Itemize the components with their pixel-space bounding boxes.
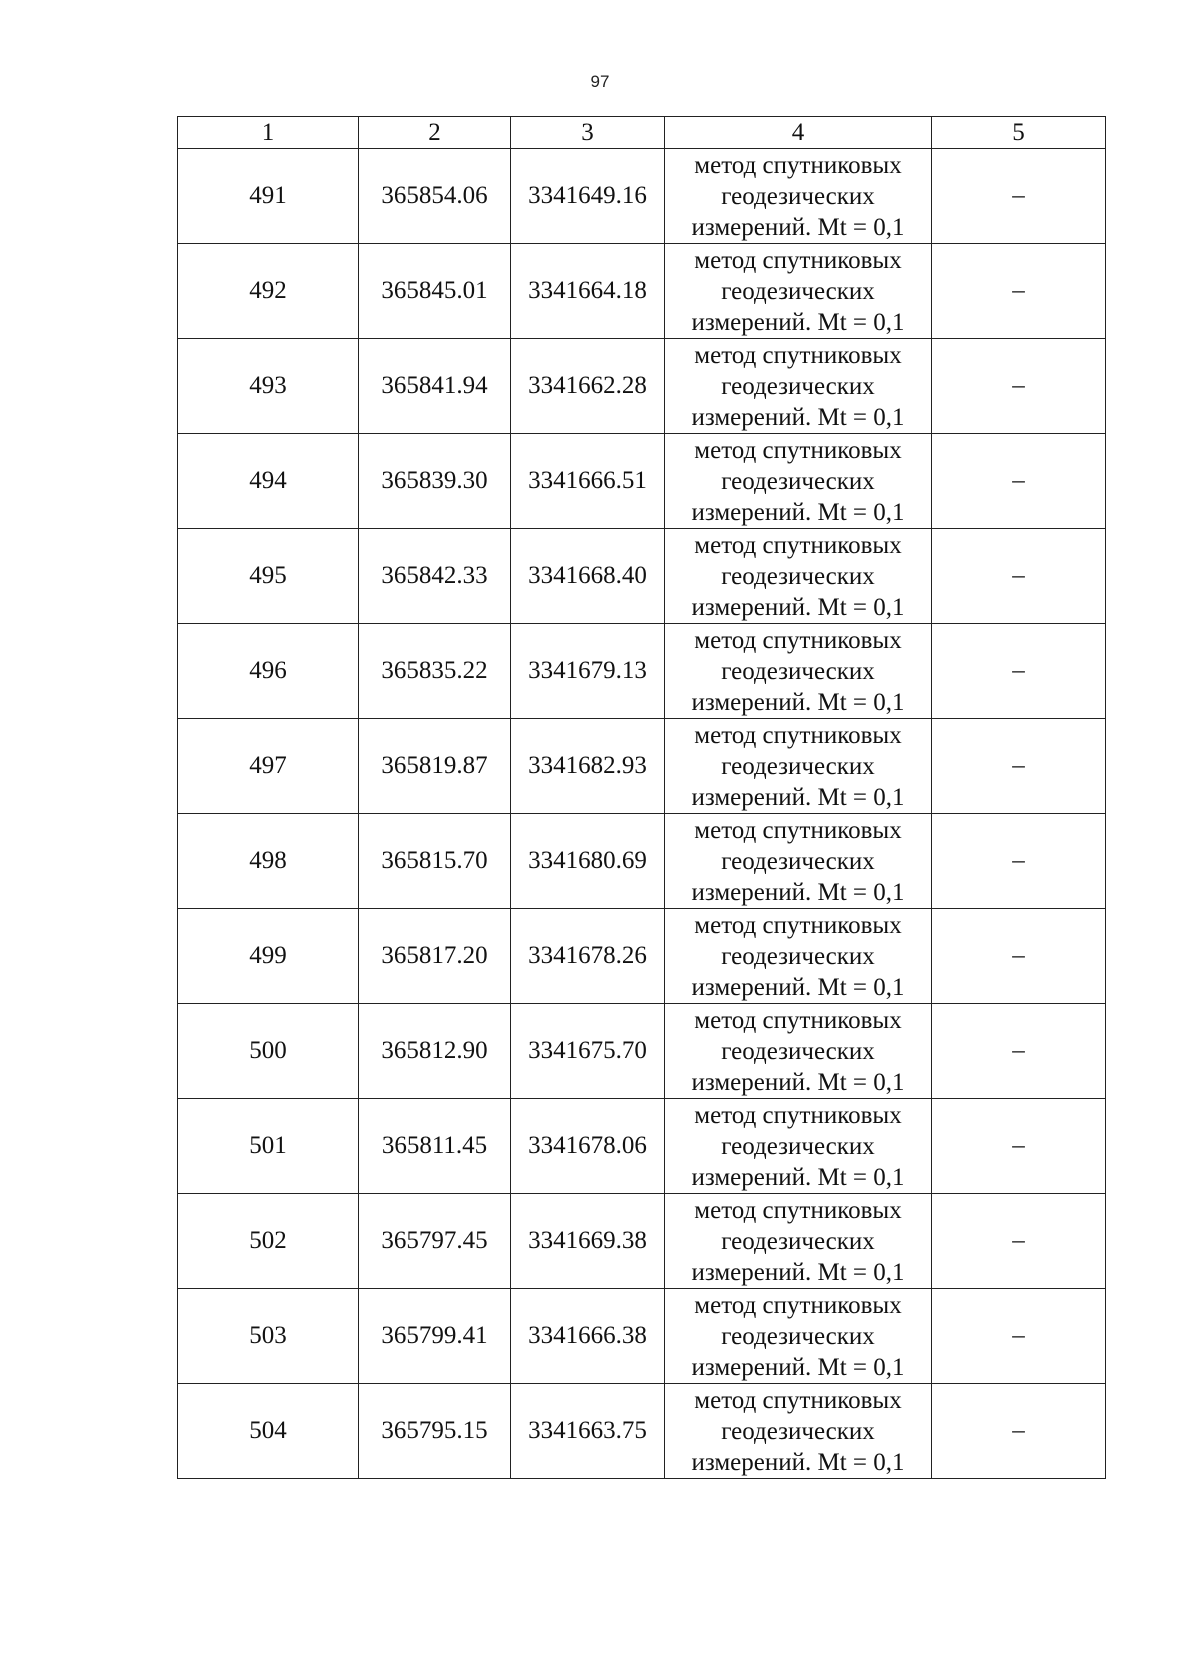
table-row — [178, 624, 1106, 719]
x-coordinate-cell: 365835.22 — [359, 624, 511, 719]
method-cell: метод спутниковых геодезических измерений. Mt = 0,1 — [665, 244, 932, 339]
header-col-1: 1 — [178, 117, 359, 149]
table-row — [178, 1194, 1106, 1289]
note-cell: – — [932, 244, 1106, 339]
y-coordinate-cell: 3341669.38 — [511, 1194, 665, 1289]
y-coordinate-cell: 3341663.75 — [511, 1384, 665, 1479]
note-cell: – — [932, 909, 1106, 1004]
point-number-cell: 498 — [178, 814, 359, 909]
table-row — [178, 814, 1106, 909]
method-cell: метод спутниковых геодезических измерений. Mt = 0,1 — [665, 434, 932, 529]
point-number-cell: 500 — [178, 1004, 359, 1099]
table-row — [178, 529, 1106, 624]
y-coordinate-cell: 3341649.16 — [511, 149, 665, 244]
note-cell: – — [932, 719, 1106, 814]
method-cell: метод спутниковых геодезических измерений. Mt = 0,1 — [665, 624, 932, 719]
method-cell: метод спутниковых геодезических измерений. Mt = 0,1 — [665, 1289, 932, 1384]
note-cell: – — [932, 529, 1106, 624]
y-coordinate-cell: 3341664.18 — [511, 244, 665, 339]
x-coordinate-cell: 365842.33 — [359, 529, 511, 624]
method-cell: метод спутниковых геодезических измерений. Mt = 0,1 — [665, 814, 932, 909]
method-cell: метод спутниковых геодезических измерений. Mt = 0,1 — [665, 149, 932, 244]
y-coordinate-cell: 3341675.70 — [511, 1004, 665, 1099]
y-coordinate-cell: 3341678.26 — [511, 909, 665, 1004]
point-number-cell: 494 — [178, 434, 359, 529]
note-cell: – — [932, 1289, 1106, 1384]
x-coordinate-cell: 365797.45 — [359, 1194, 511, 1289]
method-cell: метод спутниковых геодезических измерений. Mt = 0,1 — [665, 1384, 932, 1479]
table-header — [178, 117, 1106, 149]
x-coordinate-cell: 365795.15 — [359, 1384, 511, 1479]
table-body — [178, 149, 1106, 1479]
table-row — [178, 719, 1106, 814]
note-cell: – — [932, 1099, 1106, 1194]
note-cell: – — [932, 339, 1106, 434]
table-row — [178, 1099, 1106, 1194]
header-col-4: 4 — [665, 117, 932, 149]
table-row — [178, 149, 1106, 244]
y-coordinate-cell: 3341678.06 — [511, 1099, 665, 1194]
x-coordinate-cell: 365812.90 — [359, 1004, 511, 1099]
y-coordinate-cell: 3341666.38 — [511, 1289, 665, 1384]
y-coordinate-cell: 3341679.13 — [511, 624, 665, 719]
note-cell: – — [932, 149, 1106, 244]
header-col-2: 2 — [359, 117, 511, 149]
point-number-cell: 495 — [178, 529, 359, 624]
table-row — [178, 1384, 1106, 1479]
note-cell: – — [932, 1384, 1106, 1479]
x-coordinate-cell: 365839.30 — [359, 434, 511, 529]
point-number-cell: 496 — [178, 624, 359, 719]
method-cell: метод спутниковых геодезических измерений. Mt = 0,1 — [665, 1099, 932, 1194]
note-cell: – — [932, 1194, 1106, 1289]
point-number-cell: 501 — [178, 1099, 359, 1194]
x-coordinate-cell: 365799.41 — [359, 1289, 511, 1384]
point-number-cell: 503 — [178, 1289, 359, 1384]
method-cell: метод спутниковых геодезических измерений. Mt = 0,1 — [665, 719, 932, 814]
note-cell: – — [932, 814, 1106, 909]
header-row — [178, 117, 1106, 149]
point-number-cell: 502 — [178, 1194, 359, 1289]
y-coordinate-cell: 3341682.93 — [511, 719, 665, 814]
method-cell: метод спутниковых геодезических измерений. Mt = 0,1 — [665, 909, 932, 1004]
y-coordinate-cell: 3341666.51 — [511, 434, 665, 529]
method-cell: метод спутниковых геодезических измерений. Mt = 0,1 — [665, 529, 932, 624]
point-number-cell: 493 — [178, 339, 359, 434]
point-number-cell: 492 — [178, 244, 359, 339]
table-row — [178, 339, 1106, 434]
header-col-5: 5 — [932, 117, 1106, 149]
table-row — [178, 244, 1106, 339]
y-coordinate-cell: 3341662.28 — [511, 339, 665, 434]
note-cell: – — [932, 624, 1106, 719]
x-coordinate-cell: 365819.87 — [359, 719, 511, 814]
page-number: 97 — [590, 72, 610, 91]
point-number-cell: 499 — [178, 909, 359, 1004]
point-number-cell: 504 — [178, 1384, 359, 1479]
x-coordinate-cell: 365845.01 — [359, 244, 511, 339]
x-coordinate-cell: 365841.94 — [359, 339, 511, 434]
x-coordinate-cell: 365811.45 — [359, 1099, 511, 1194]
table-row — [178, 1004, 1106, 1099]
x-coordinate-cell: 365817.20 — [359, 909, 511, 1004]
point-number-cell: 497 — [178, 719, 359, 814]
x-coordinate-cell: 365815.70 — [359, 814, 511, 909]
note-cell: – — [932, 434, 1106, 529]
y-coordinate-cell: 3341680.69 — [511, 814, 665, 909]
header-col-3: 3 — [511, 117, 665, 149]
table-row — [178, 434, 1106, 529]
method-cell: метод спутниковых геодезических измерений. Mt = 0,1 — [665, 339, 932, 434]
table-row — [178, 909, 1106, 1004]
x-coordinate-cell: 365854.06 — [359, 149, 511, 244]
coordinates-table — [177, 116, 1106, 1479]
method-cell: метод спутниковых геодезических измерений. Mt = 0,1 — [665, 1194, 932, 1289]
y-coordinate-cell: 3341668.40 — [511, 529, 665, 624]
table-row — [178, 1289, 1106, 1384]
point-number-cell: 491 — [178, 149, 359, 244]
note-cell: – — [932, 1004, 1106, 1099]
method-cell: метод спутниковых геодезических измерений. Mt = 0,1 — [665, 1004, 932, 1099]
